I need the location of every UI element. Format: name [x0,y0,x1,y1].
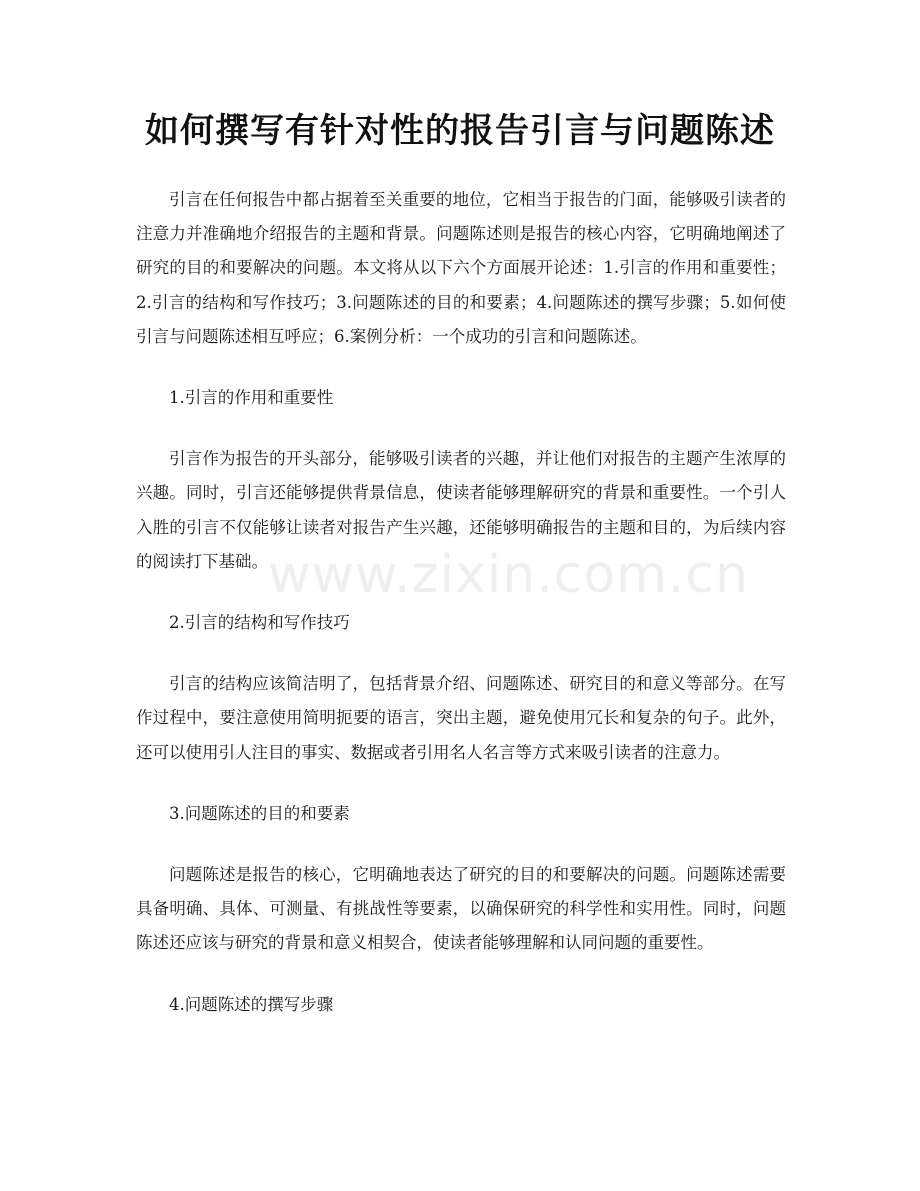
section-heading-1: 1.引言的作用和重要性 [169,388,334,408]
section-heading-3: 3.问题陈述的目的和要素 [169,803,350,823]
section-heading-4: 4.问题陈述的撰写步骤 [169,994,334,1014]
section-body-1: 引言作为报告的开头部分，能够吸引读者的兴趣，并让他们对报告的主题产生浓厚的兴趣。同时，引言还能够提供背景信息，使读者能够理解研究的背景和重要性。一个引人入胜的引言不仅能够让读者对报告产生兴趣，还能够明确报告的主题和目的，为后续内容的阅读打下基础。 [136,449,786,571]
document-title: 如何撰写有针对性的报告引言与问题陈述 [145,111,775,151]
section-body-3: 问题陈述是报告的核心，它明确地表达了研究的目的和要解决的问题。问题陈述需要具备明确、具体、可测量、有挑战性等要素，以确保研究的科学性和实用性。同时，问题陈述还应该与研究的背景和意义相契合，使读者能够理解和认同问题的重要性。 [136,865,786,953]
document-body [136,183,786,1022]
watermark: www.zixin.com.cn [268,545,749,605]
section-body-2: 引言的结构应该简洁明了，包括背景介绍、问题陈述、研究目的和意义等部分。在写作过程中，要注意使用简明扼要的语言，突出主题，避免使用冗长和复杂的句子。此外，还可以使用引人注目的事实、数据或者引用名人名言等方式来吸引读者的注意力。 [136,674,786,762]
section-heading-2: 2.引言的结构和写作技巧 [169,613,350,633]
intro-paragraph: 引言在任何报告中都占据着至关重要的地位，它相当于报告的门面，能够吸引读者的注意力并准确地介绍报告的主题和背景。问题陈述则是报告的核心内容，它明确地阐述了研究的目的和要解决的问题。本文将从以下六个方面展开论述：1.引言的作用和重要性；2.引言的结构和写作技巧；3.问题陈述的目的和要素；4.问题陈述的撰写步骤；5.如何使引言与问题陈述相互呼应；6.案例分析：一个成功的引言和问题陈述。 [136,190,786,346]
